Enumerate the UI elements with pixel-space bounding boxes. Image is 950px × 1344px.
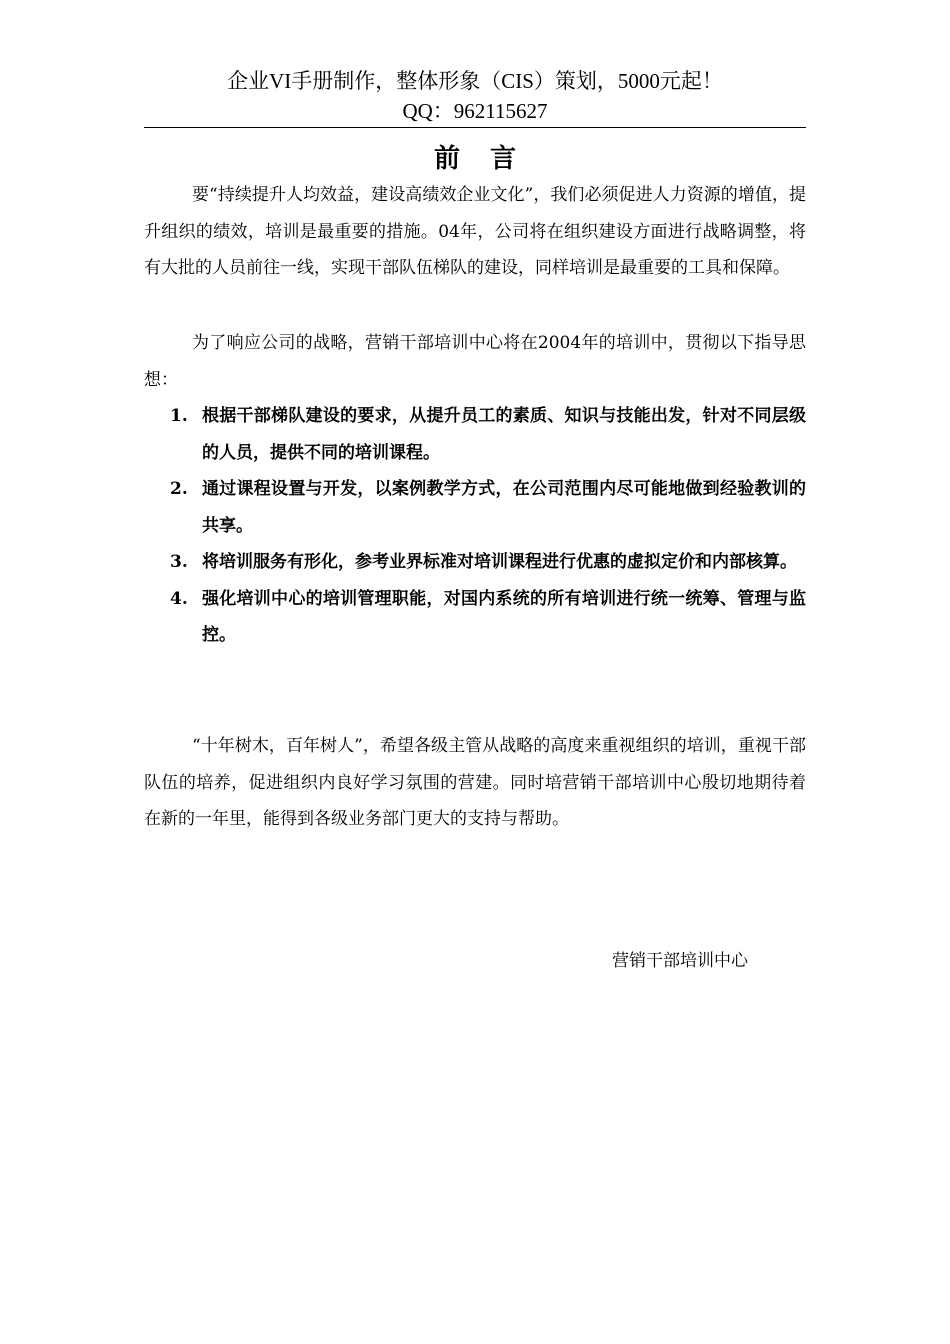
paragraph-closing: “十年树木，百年树人”，希望各级主管从战略的高度来重视组织的培训，重视干部队伍的培养，促进组织内良好学习氛围的营建。同时培营销干部培训中心殷切地期待着在新的一年里，能得到各级业务部门更大的支持与帮助。 — [144, 736, 806, 829]
list-item — [170, 398, 806, 471]
list-item-text: 强化培训中心的培训管理职能，对国内系统的所有培训进行统一统筹、管理与监控。 — [202, 588, 806, 645]
header-ad-line: 企业VI手册制作，整体形象（CIS）策划，5000元起！ — [227, 69, 723, 93]
list-item-number: 3. — [170, 552, 188, 572]
header-divider — [144, 127, 806, 128]
list-item-text: 将培训服务有形化，参考业界标准对培训课程进行优惠的虚拟定价和内部核算。 — [202, 552, 797, 572]
list-item — [170, 581, 806, 654]
signature: 营销干部培训中心 — [612, 951, 748, 971]
list-item-number: 2. — [170, 479, 188, 499]
list-item — [170, 544, 806, 581]
list-item-number: 1. — [170, 406, 188, 426]
list-item-text: 根据干部梯队建设的要求，从提升员工的素质、知识与技能出发，针对不同层级的人员，提供不同的培训课程。 — [202, 406, 806, 463]
document-title: 前言 — [433, 144, 546, 174]
paragraph-intro: 要“持续提升人均效益，建设高绩效企业文化”，我们必须促进人力资源的增值，提升组织的绩效，培训是最重要的措施。04年，公司将在组织建设方面进行战略调整，将有大批的人员前往一线，实现干部队伍梯队的建设，同样培训是最重要的工具和保障。 — [144, 185, 806, 278]
list-item-number: 4. — [170, 588, 188, 609]
header-qq-line: QQ：962115627 — [402, 99, 548, 123]
guideline-list — [170, 398, 806, 654]
page-header — [144, 66, 806, 126]
list-item-text: 通过课程设置与开发，以案例教学方式，在公司范围内尽可能地做到经验教训的共享。 — [202, 479, 806, 536]
paragraph-guidelines-lead: 为了响应公司的战略，营销干部培训中心将在2004年的培训中，贯彻以下指导思想： — [144, 333, 806, 390]
list-item — [170, 471, 806, 544]
